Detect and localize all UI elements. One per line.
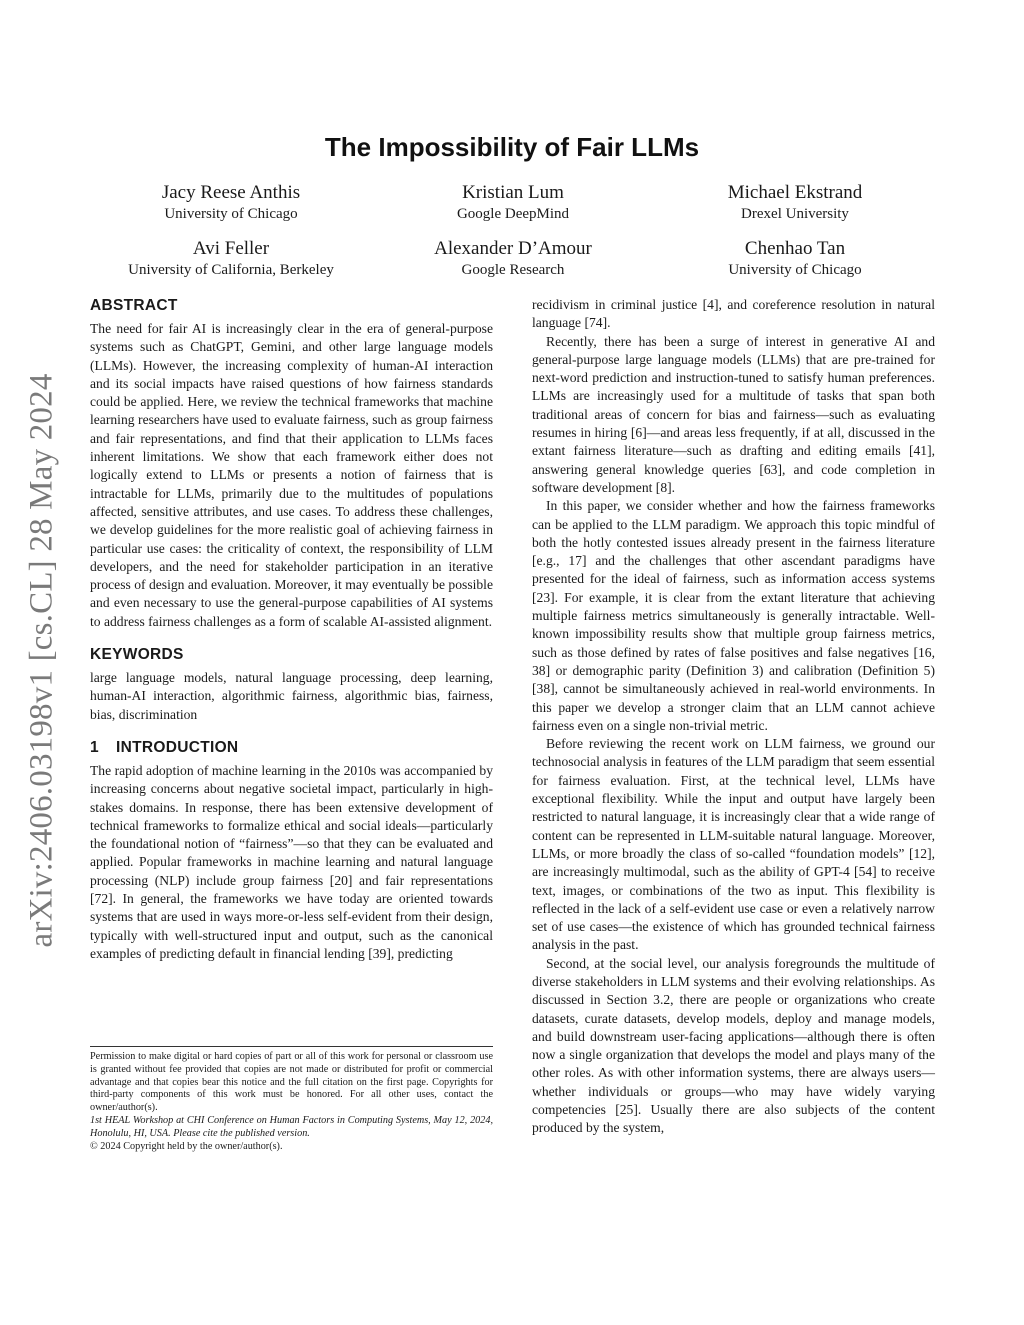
introduction-heading xyxy=(90,738,493,758)
paper-title: The Impossibility of Fair LLMs xyxy=(324,132,700,162)
author-affiliation: Google DeepMind xyxy=(456,206,570,222)
author-affiliation: University of Chicago xyxy=(728,262,862,278)
arxiv-identifier xyxy=(14,340,70,980)
author xyxy=(90,182,372,224)
keywords-text: large language models, natural language processing, deep learning, human-AI interaction, algorithmic fairness, algorithmic bias, fairness, bias, discrimination xyxy=(90,670,493,722)
author-affiliation: Drexel University xyxy=(741,206,849,222)
intro-paragraph-4: Before reviewing the recent work on LLM fairness, we ground our technosocial analysis in features of the LLM paradigm that seem essential for fairness evaluation. First, at the technical level, LLMs have exceptional flexibility. While the input and output have largely been restricted to natural language, it is increasingly clear that a wide range of content can be represented in LLM-suitable natural language. Moreover, LLMs, or more broadly the class of so-called “foundation models” [12], are increasingly multimodal, such as the ability of GPT-4 [54] to receive text, images, or combinations of the two as input. This flexibility is reflected in the lack of a self-evident use case or even a relatively narrow set of use cases—the existence of which has grounded technical fairness analysis in the past. xyxy=(532,736,935,953)
author xyxy=(372,238,654,280)
author xyxy=(90,238,372,280)
intro-paragraph-3: In this paper, we consider whether and how the fairness frameworks can be applied to the LLM paradigm. We approach this topic mindful of both the hotly contested issues already present in the fairness literature [e.g., 17] and the challenges that other ascendant paradigms have presented for the ideal of fairness, such as information access systems [23]. For example, it is clear from the extant literature that achieving multiple fairness metrics simultaneously is generally intractable. Well-known impossibility results show that multiple group fairness metrics, such as those defined by rates of false positives and false negatives [16, 38] or demographic parity (Definition 3) and calibration (Definition 5) [38], cannot be simultaneously achieved in real-world environments. In this paper we develop a stronger claim that an LLM cannot achieve fairness even on a single non-trivial metric. xyxy=(532,498,935,733)
venue-notice: 1st HEAL Workshop at CHI Conference on Human Factors in Computing Systems, May 12, 2024, Honolulu, HI, USA. Please cite the published version. xyxy=(90,1114,493,1139)
intro-paragraph-1-continued: recidivism in criminal justice [4], and coreference resolution in natural language [74]. xyxy=(532,297,935,331)
author-name: Alexander D’Amour xyxy=(434,238,592,259)
author-name: Kristian Lum xyxy=(462,182,564,203)
author-name: Jacy Reese Anthis xyxy=(161,182,301,203)
footnote-rule xyxy=(90,1046,493,1047)
abstract-text: The need for fair AI is increasingly clear in the era of general-purpose systems such as ChatGPT, Gemini, and other large language models (LLMs). However, the increasing complexity of human-AI interaction and its social impacts have raised questions of how fairness standards could be applied. Here, we review the technical frameworks that machine learning researchers have used to evaluate fairness, such as group fairness and fair representations, and find that their application to LLMs faces inherent limitations. We show that each framework either does not logically extend to LLMs or presents a notion of fairness that is intractable for LLMs, primarily due to the multitudes of populations affected, sensitive attributes, and use cases. To address these challenges, we develop guidelines for the more realistic goal of achieving fairness in particular use cases: the criticality of context, the responsibility of LLM developers, and the need for stakeholder participation in an iterative process of design and evaluation. Moreover, it may eventually be possible and even necessary to use the general-purpose capabilities of AI systems to address fairness challenges as a form of scalable AI-assisted alignment. xyxy=(90,321,493,629)
author-block xyxy=(90,182,936,280)
author-affiliation: Google Research xyxy=(461,262,565,278)
permission-notice: Permission to make digital or hard copies of part or all of this work for personal or classroom use is granted without fee provided that copies are not made or distributed for profit or commercial advantage and that copies bear this notice and the full citation on the first page. Copyrights for third-party components of this work must be honored. For all other uses, contact the owner/author(s). xyxy=(90,1051,493,1114)
intro-paragraph-2: Recently, there has been a surge of interest in generative AI and general-purpose large language models (LLMs) that are pre-trained for next-word prediction and instruction-tuned to satisfy human preferences. LLMs are increasingly used for a multitude of tasks that span both traditional areas of concern for bias and fairness—such as evaluating resumes in hiring [6]—and areas less frequently, if at all, discussed in the extant fairness literature—such as drafting and editing emails [41], answering general knowledge queries [63], and code completion in software development [8]. xyxy=(532,333,935,495)
keywords-heading: KEYWORDS xyxy=(90,646,184,664)
section-title: INTRODUCTION xyxy=(116,738,239,756)
section-number: 1 xyxy=(90,738,99,756)
author-name: Avi Feller xyxy=(192,238,270,259)
author-name: Michael Ekstrand xyxy=(727,182,863,203)
abstract-heading: ABSTRACT xyxy=(90,297,178,314)
author xyxy=(654,238,936,280)
intro-paragraph-5: Second, at the social level, our analysis foregrounds the multitude of diverse stakeholders in LLM systems and their evolving relationships. As discussed in Section 3.2, there are people or organizations who create datasets, curate datasets, develop models, deploy and manage models, and build downstream user-facing applications—although there is often now a single organization that develops the model and plays many of the other roles. As with other information systems, there are always users—whether individuals or groups—who may have widely varying competencies [25]. Usually there are also subjects of the content produced by the system, xyxy=(532,955,935,1136)
author-name: Chenhao Tan xyxy=(744,238,846,259)
copyright-notice: © 2024 Copyright held by the owner/author(s). xyxy=(90,1140,283,1152)
author-affiliation: University of Chicago xyxy=(164,206,298,222)
right-column xyxy=(532,296,935,1138)
copyright-footnote xyxy=(90,1046,493,1153)
intro-paragraph-1: The rapid adoption of machine learning in the 2010s was accompanied by increasing concerns about negative societal impact, particularly in high-stakes domains. In response, there has been extensive development of technical frameworks to formalize ethical and social ideals—particularly the foundational notion of “fairness”—so that they can be evaluated and applied. Popular frameworks in machine learning and natural language processing (NLP) include group fairness [20] and fair representations [72]. In general, the frameworks we have today are oriented towards systems that are used in ways more-or-less self-evident from their design, typically with well-structured input and output, such as the canonical examples of predicting default in financial lending [39], predicting xyxy=(90,762,493,961)
author-affiliation: University of California, Berkeley xyxy=(128,262,334,278)
author xyxy=(372,182,654,224)
left-column xyxy=(90,296,493,963)
author xyxy=(654,182,936,224)
arxiv-identifier-text: arXiv:2406.03198v1 [cs.CL] 28 May 2024 xyxy=(23,372,60,948)
